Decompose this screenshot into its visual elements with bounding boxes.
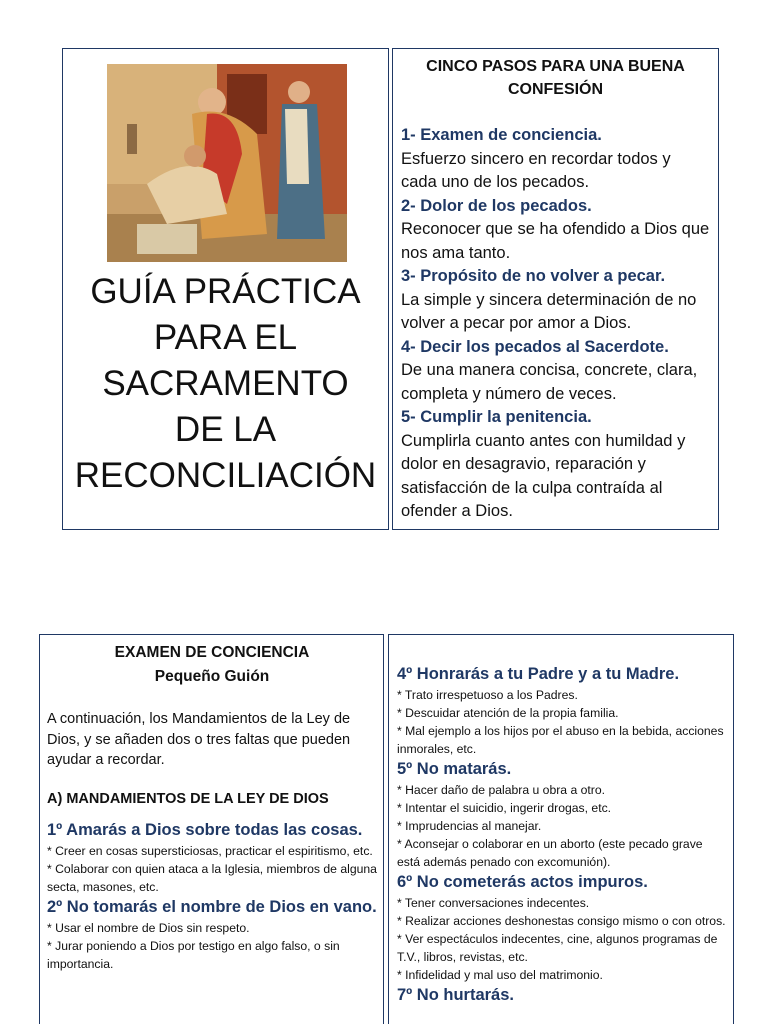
cover-title-line: SACRAMENTO	[102, 364, 349, 403]
cover-title-line: GUÍA PRÁCTICA	[90, 272, 361, 311]
list-item: * Infidelidad y mal uso del matrimonio.	[397, 968, 603, 982]
commandment-heading: 1º Amarás a Dios sobre todas las cosas.	[47, 820, 363, 839]
commandment-heading: 7º No hurtarás.	[397, 986, 514, 1004]
list-item: * Imprudencias al manejar.	[397, 819, 542, 833]
cover-title-line: DE LA	[174, 410, 277, 449]
step-text: Reconocer que se ha ofendido a Dios que nos ama tanto.	[401, 220, 710, 262]
step-heading: 3- Propósito de no volver a pecar.	[401, 267, 666, 285]
list-item: * Intentar el suicidio, ingerir drogas, etc.	[397, 801, 612, 815]
list-item: * Creer en cosas supersticiosas, practicar el espiritismo, etc.	[47, 843, 373, 858]
step-heading: 1- Examen de conciencia.	[401, 126, 602, 144]
step-text: De una manera concisa, concrete, clara, completa y número de veces.	[401, 361, 698, 403]
exam-title: EXAMEN DE CONCIENCIA	[114, 644, 310, 661]
list-item: * Usar el nombre de Dios sin respeto.	[47, 920, 250, 935]
step-text: Esfuerzo sincero en recordar todos y cada uno de los pecados.	[401, 149, 671, 191]
step-heading: 5- Cumplir la penitencia.	[401, 408, 592, 426]
cover-title	[63, 269, 388, 499]
exam-panel-right	[388, 634, 734, 1024]
list-item: * Tener conversaciones indecentes.	[397, 896, 590, 910]
list-item: * Ver espectáculos indecentes, cine, algunos programas de T.V., libros, revistas, etc.	[397, 932, 718, 964]
steps-title: CINCO PASOS PARA UNA BUENA CONFESIÓN	[426, 58, 685, 98]
list-item: * Jurar poniendo a Dios por testigo en algo falso, o sin importancia.	[47, 938, 340, 971]
list-item: * Mal ejemplo a los hijos por el abuso en la bebida, acciones inmorales, etc.	[397, 724, 724, 756]
commandment-heading: 5º No matarás.	[397, 760, 512, 778]
list-item: * Descuidar atención de la propia familia.	[397, 706, 619, 720]
cover-title-line: PARA EL	[153, 318, 298, 357]
step-text: Cumplirla cuanto antes con humildad y dolor en desagravio, reparación y satisfacción de la culpa contraída al ofender a Dios.	[401, 431, 686, 520]
list-item: * Aconsejar o colaborar en un aborto (este pecado grave está además penado con excomunión).	[397, 837, 703, 869]
exam-subtitle: Pequeño Guión	[154, 668, 270, 685]
list-item: * Colaborar con quien ataca a la Iglesia, miembros de alguna secta, masones, etc.	[47, 861, 377, 894]
step-heading: 2- Dolor de los pecados.	[401, 196, 592, 215]
commandment-heading: 4º Honrarás a tu Padre y a tu Madre.	[397, 665, 680, 683]
list-item: * Trato irrespetuoso a los Padres.	[397, 688, 578, 702]
section-heading: A) MANDAMIENTOS DE LA LEY DE DIOS	[47, 790, 329, 807]
cover-panel	[62, 48, 389, 530]
step-heading: 4- Decir los pecados al Sacerdote.	[401, 337, 669, 356]
list-item: * Hacer daño de palabra u obra a otro.	[397, 783, 606, 797]
five-steps-panel	[392, 48, 719, 530]
step-text: La simple y sincera determinación de no volver a pecar por amor a Dios.	[401, 290, 697, 332]
exam-intro: A continuación, los Mandamientos de la Ley de Dios, y se añaden dos o tres faltas que pueden ayudar a recordar.	[47, 711, 351, 768]
cover-title-line: RECONCILIACIÓN	[74, 456, 377, 495]
commandment-heading: 6º No cometerás actos impuros.	[397, 873, 648, 891]
commandment-heading: 2º No tomarás el nombre de Dios en vano.	[47, 897, 377, 916]
prodigal-son-illustration	[107, 64, 347, 262]
exam-panel-left	[39, 634, 384, 1024]
list-item: * Realizar acciones deshonestas consigo mismo o con otros.	[397, 914, 726, 928]
